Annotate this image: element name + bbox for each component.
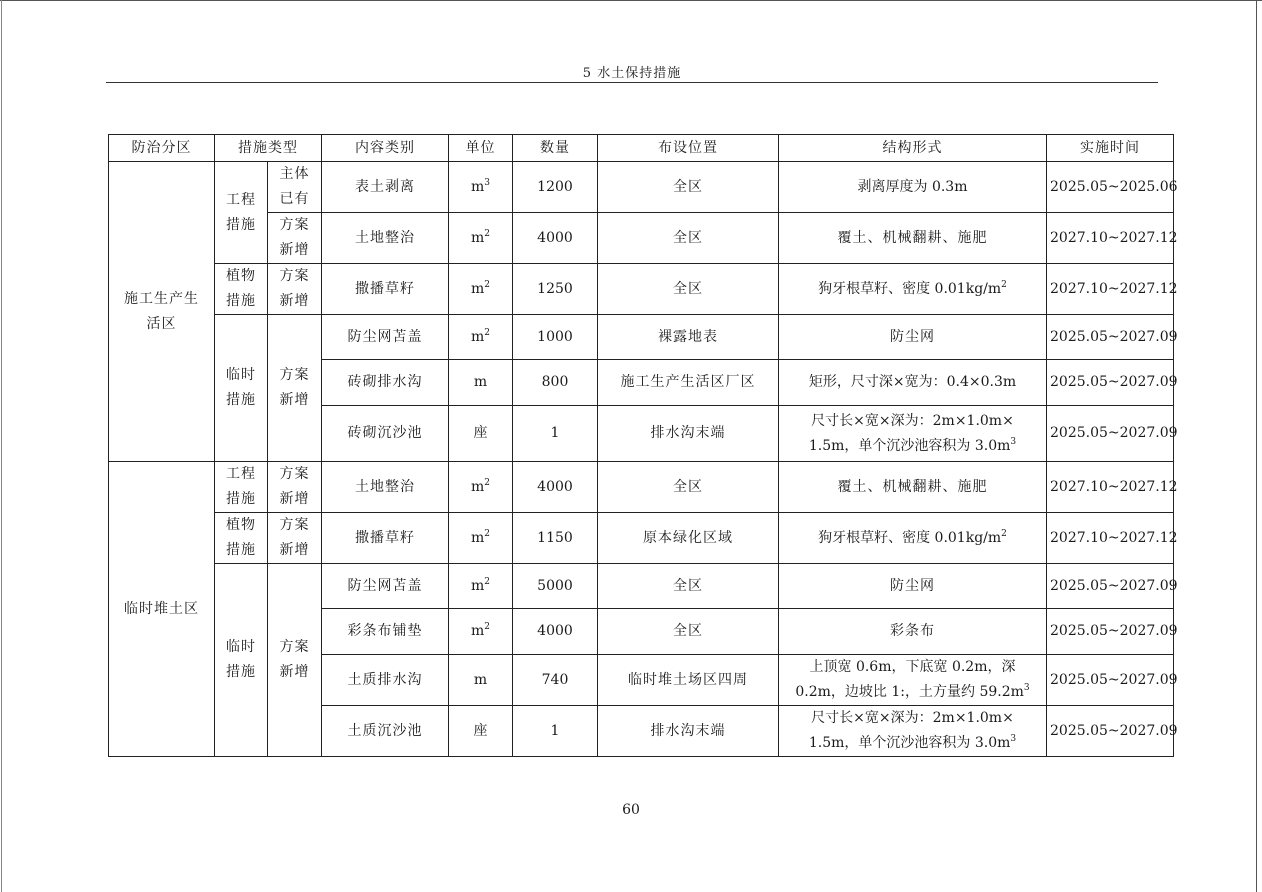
content-cell: 撒播草籽 — [322, 513, 449, 564]
location-cell: 排水沟末端 — [598, 406, 779, 462]
unit-cell: 座 — [449, 406, 513, 462]
source-new: 方案 新增 — [268, 213, 322, 264]
quantity-cell: 740 — [513, 655, 598, 706]
content-cell: 撒播草籽 — [322, 264, 449, 315]
location-cell: 全区 — [598, 162, 779, 213]
col-header-quantity: 数量 — [513, 135, 598, 162]
table-row — [109, 264, 1174, 315]
col-header-zone: 防治分区 — [109, 135, 215, 162]
unit-cell: m — [449, 655, 513, 706]
structure-cell: 覆土、机械翻耕、施肥 — [779, 462, 1047, 513]
col-header-location: 布设位置 — [598, 135, 779, 162]
quantity-cell: 1000 — [513, 315, 598, 360]
source-new: 方案 新增 — [268, 513, 322, 564]
unit-cell: $m^2$ — [449, 564, 513, 609]
location-cell: 排水沟末端 — [598, 706, 779, 757]
table-row — [109, 564, 1174, 609]
content-cell: 土质排水沟 — [322, 655, 449, 706]
unit-cell: $m^2$ — [449, 264, 513, 315]
structure-cell: 上顶宽 0.6m，下底宽 0.2m，深 0.2m，边坡比 1:，土方量约 $59.2m^3$ — [779, 655, 1047, 706]
table-row — [109, 513, 1174, 564]
unit-cell: $m^3$ — [449, 162, 513, 213]
quantity-cell: 4000 — [513, 213, 598, 264]
zone-cell-temp-stockpile: 临时堆土区 — [109, 462, 215, 757]
unit-cell: $m^2$ — [449, 609, 513, 655]
time-cell: 2025.05~2027.09 — [1047, 315, 1174, 360]
unit-cell: $m^2$ — [449, 315, 513, 360]
quantity-cell: 800 — [513, 360, 598, 406]
source-new: 方案 新增 — [268, 462, 322, 513]
structure-cell: 矩形，尺寸深×宽为：0.4×0.3m — [779, 360, 1047, 406]
page-frame-right — [1256, 0, 1257, 892]
structure-cell: 防尘网 — [779, 564, 1047, 609]
page-frame-top — [0, 0, 1262, 1]
col-header-unit: 单位 — [449, 135, 513, 162]
unit-cell: 座 — [449, 706, 513, 757]
table-row — [109, 162, 1174, 213]
structure-cell: 彩条布 — [779, 609, 1047, 655]
content-cell: 砖砌排水沟 — [322, 360, 449, 406]
location-cell: 全区 — [598, 564, 779, 609]
content-cell: 表土剥离 — [322, 162, 449, 213]
measure-type-temporary: 临时 措施 — [215, 315, 268, 462]
time-cell: 2027.10~2027.12 — [1047, 213, 1174, 264]
col-header-time: 实施时间 — [1047, 135, 1174, 162]
quantity-cell: 4000 — [513, 609, 598, 655]
time-cell: 2025.05~2025.06 — [1047, 162, 1174, 213]
measure-type-engineering: 工程 措施 — [215, 162, 268, 264]
unit-cell: $m^2$ — [449, 462, 513, 513]
structure-cell: 狗牙根草籽、密度 $0.01kg/m^2$ — [779, 513, 1047, 564]
table-row — [109, 315, 1174, 360]
table-row — [109, 213, 1174, 264]
quantity-cell: 1150 — [513, 513, 598, 564]
time-cell: 2027.10~2027.12 — [1047, 462, 1174, 513]
col-header-content: 内容类别 — [322, 135, 449, 162]
structure-cell: 尺寸长×宽×深为：2m×1.0m× 1.5m，单个沉沙池容积为 $3.0m^3$ — [779, 706, 1047, 757]
quantity-cell: 4000 — [513, 462, 598, 513]
quantity-cell: 1 — [513, 706, 598, 757]
time-cell: 2027.10~2027.12 — [1047, 264, 1174, 315]
location-cell: 施工生产生活区厂区 — [598, 360, 779, 406]
unit-cell: $m^2$ — [449, 213, 513, 264]
structure-cell: 狗牙根草籽、密度 $0.01kg/m^2$ — [779, 264, 1047, 315]
table-header-row — [109, 135, 1174, 162]
col-header-measure-type: 措施类型 — [215, 135, 322, 162]
time-cell: 2025.05~2027.09 — [1047, 706, 1174, 757]
content-cell: 防尘网苫盖 — [322, 315, 449, 360]
source-existing: 主体 已有 — [268, 162, 322, 213]
structure-cell: 尺寸长×宽×深为：2m×1.0m× 1.5m，单个沉沙池容积为 $3.0m^3$ — [779, 406, 1047, 462]
time-cell: 2025.05~2027.09 — [1047, 655, 1174, 706]
content-cell: 砖砌沉沙池 — [322, 406, 449, 462]
page-frame-left — [1, 0, 2, 892]
unit-cell: m — [449, 360, 513, 406]
time-cell: 2025.05~2027.09 — [1047, 564, 1174, 609]
location-cell: 全区 — [598, 609, 779, 655]
location-cell: 全区 — [598, 213, 779, 264]
quantity-cell: 1250 — [513, 264, 598, 315]
time-cell: 2025.05~2027.09 — [1047, 406, 1174, 462]
measure-type-vegetation: 植物 措施 — [215, 513, 268, 564]
content-cell: 土地整治 — [322, 213, 449, 264]
time-cell: 2025.05~2027.09 — [1047, 360, 1174, 406]
zone-cell-construction-camp: 施工生产生 活区 — [109, 162, 215, 462]
time-cell: 2025.05~2027.09 — [1047, 609, 1174, 655]
structure-cell: 剥离厚度为 0.3m — [779, 162, 1047, 213]
page-number: 60 — [622, 802, 640, 818]
quantity-cell: 1200 — [513, 162, 598, 213]
location-cell: 全区 — [598, 264, 779, 315]
source-new: 方案 新增 — [268, 564, 322, 757]
col-header-structure: 结构形式 — [779, 135, 1047, 162]
location-cell: 裸露地表 — [598, 315, 779, 360]
measure-type-vegetation: 植物 措施 — [215, 264, 268, 315]
content-cell: 土地整治 — [322, 462, 449, 513]
header-rule — [106, 82, 1158, 83]
quantity-cell: 1 — [513, 406, 598, 462]
source-new: 方案 新增 — [268, 315, 322, 462]
running-header: 5 水土保持措施 — [582, 66, 682, 81]
table-row — [109, 462, 1174, 513]
quantity-cell: 5000 — [513, 564, 598, 609]
location-cell: 原本绿化区域 — [598, 513, 779, 564]
soil-conservation-measures-table — [108, 134, 1178, 757]
unit-cell: $m^2$ — [449, 513, 513, 564]
measure-type-engineering: 工程 措施 — [215, 462, 268, 513]
content-cell: 土质沉沙池 — [322, 706, 449, 757]
content-cell: 防尘网苫盖 — [322, 564, 449, 609]
time-cell: 2027.10~2027.12 — [1047, 513, 1174, 564]
location-cell: 全区 — [598, 462, 779, 513]
structure-cell: 防尘网 — [779, 315, 1047, 360]
source-new: 方案 新增 — [268, 264, 322, 315]
content-cell: 彩条布铺垫 — [322, 609, 449, 655]
structure-cell: 覆土、机械翻耕、施肥 — [779, 213, 1047, 264]
location-cell: 临时堆土场区四周 — [598, 655, 779, 706]
measure-type-temporary: 临时 措施 — [215, 564, 268, 757]
